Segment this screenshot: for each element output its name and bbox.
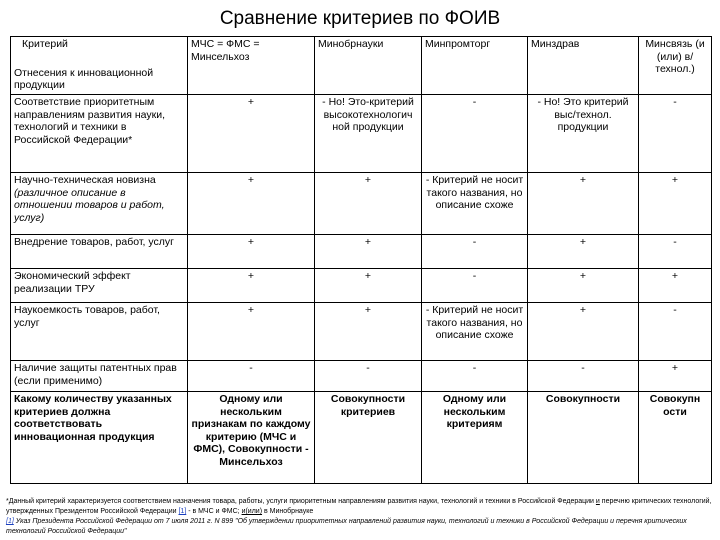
row-label: Соответствие приоритетным направлениям развития науки, технологий и техники в Российской Федерации* xyxy=(11,95,188,173)
footnote-1-or: и(или) xyxy=(241,508,263,515)
header-col-2: Минобрнауки xyxy=(315,37,422,95)
table-cell: + xyxy=(188,269,315,303)
row-label-cell xyxy=(11,173,188,235)
table-cell: + xyxy=(188,95,315,173)
footnote-1-ref-link[interactable]: [1] xyxy=(178,508,187,515)
table-cell: - xyxy=(528,361,639,392)
table-cell: + xyxy=(315,269,422,303)
footnote-1-text-a: *Данный критерий характеризуется соответствием назначения товара, работы, услуги приоритетным направлениям развития науки, технологий и техники в Российской Федерации xyxy=(6,498,594,505)
table-cell: + xyxy=(528,173,639,235)
table-cell: + xyxy=(315,235,422,269)
table-row xyxy=(11,361,712,392)
table-cell: + xyxy=(639,269,712,303)
table-row xyxy=(11,173,712,235)
table-row xyxy=(11,269,712,303)
comparison-table xyxy=(10,36,712,484)
table-cell: - xyxy=(422,269,528,303)
table-cell: Совокупности критериев xyxy=(315,392,422,484)
table-row xyxy=(11,95,712,173)
page-title: Сравнение критериев по ФОИВ xyxy=(219,8,501,29)
footnote-2-ref-link[interactable]: [1] xyxy=(6,518,14,525)
header-col-4: Минздрав xyxy=(528,37,639,95)
table-cell: - xyxy=(639,95,712,173)
table-row xyxy=(11,235,712,269)
header-row xyxy=(11,37,712,95)
table-cell: - Но! Это критерий выс/технол. продукции xyxy=(528,95,639,173)
table-cell: - Критерий не носит такого названия, но описание схоже xyxy=(422,303,528,361)
footnote-1-text-b: перечню критических технологий, утвержденных Президентом Российской Федерации xyxy=(6,498,712,515)
table-cell: - Критерий не носит такого названия, но описание схоже xyxy=(422,173,528,235)
table-cell: Совокупн ости xyxy=(639,392,712,484)
table-row xyxy=(11,303,712,361)
table-cell: + xyxy=(528,235,639,269)
row-label: Научно-техническая новизна xyxy=(14,174,156,186)
footnotes xyxy=(6,497,714,537)
table-cell: + xyxy=(188,303,315,361)
table-cell: + xyxy=(639,173,712,235)
row-label: Наукоемкость товаров, работ, услуг xyxy=(11,303,188,361)
table-cell: - Но! Это-критерий высокотехнологич ной продукции xyxy=(315,95,422,173)
table-cell: + xyxy=(188,235,315,269)
table-cell: + xyxy=(315,303,422,361)
header-criterion: Критерий xyxy=(22,38,68,50)
footnote-1-text-d: в Минобрнауке xyxy=(264,508,314,515)
table-cell: + xyxy=(528,269,639,303)
row-label: Наличие защиты патентных прав (если применимо) xyxy=(11,361,188,392)
row-label: Экономический эффект реализации ТРУ xyxy=(11,269,188,303)
table-cell: Одному или нескольким признакам по каждому критерию (МЧС и ФМС), Совокупности - Минсельхоз xyxy=(188,392,315,484)
table-row xyxy=(11,392,712,484)
header-criterion-cell xyxy=(11,37,188,95)
table-cell: - xyxy=(422,95,528,173)
header-criterion-sub: Отнесения к инновационной продукции xyxy=(14,66,154,91)
footnote-2 xyxy=(6,517,714,537)
footnote-1-text-c: - в МЧС и ФМС; xyxy=(188,508,240,515)
table-cell: Совокупности xyxy=(528,392,639,484)
table-cell: Одному или нескольким критериям xyxy=(422,392,528,484)
table-cell: - xyxy=(422,361,528,392)
table-cell: - xyxy=(422,235,528,269)
table-cell: + xyxy=(188,173,315,235)
footnote-2-text: Указ Президента Российской Федерации от 7 июля 2011 г. N 899 "Об утверждении приоритетных направлений развития науки, технологий и техники в Российской Федерации и перечня критических технологий Российской Федерации" xyxy=(6,518,687,535)
table-cell: - xyxy=(639,235,712,269)
table-cell: - xyxy=(639,303,712,361)
header-col-5: Минсвязь (и (или) в/технол.) xyxy=(639,37,712,95)
footnote-1 xyxy=(6,497,714,517)
table-cell: + xyxy=(639,361,712,392)
table-cell: - xyxy=(188,361,315,392)
table-cell: - xyxy=(315,361,422,392)
row-label: Какому количеству указанных критериев должна соответствовать инновационная продукция xyxy=(11,392,188,484)
table-cell: + xyxy=(528,303,639,361)
header-col-1: МЧС = ФМС = Минсельхоз xyxy=(188,37,315,95)
row-label: Внедрение товаров, работ, услуг xyxy=(11,235,188,269)
row-label-note: (различное описание в отношении товаров и работ, услуг) xyxy=(14,186,165,224)
table-cell: + xyxy=(315,173,422,235)
footnote-1-and: и xyxy=(595,498,600,505)
header-col-3: Минпромторг xyxy=(422,37,528,95)
